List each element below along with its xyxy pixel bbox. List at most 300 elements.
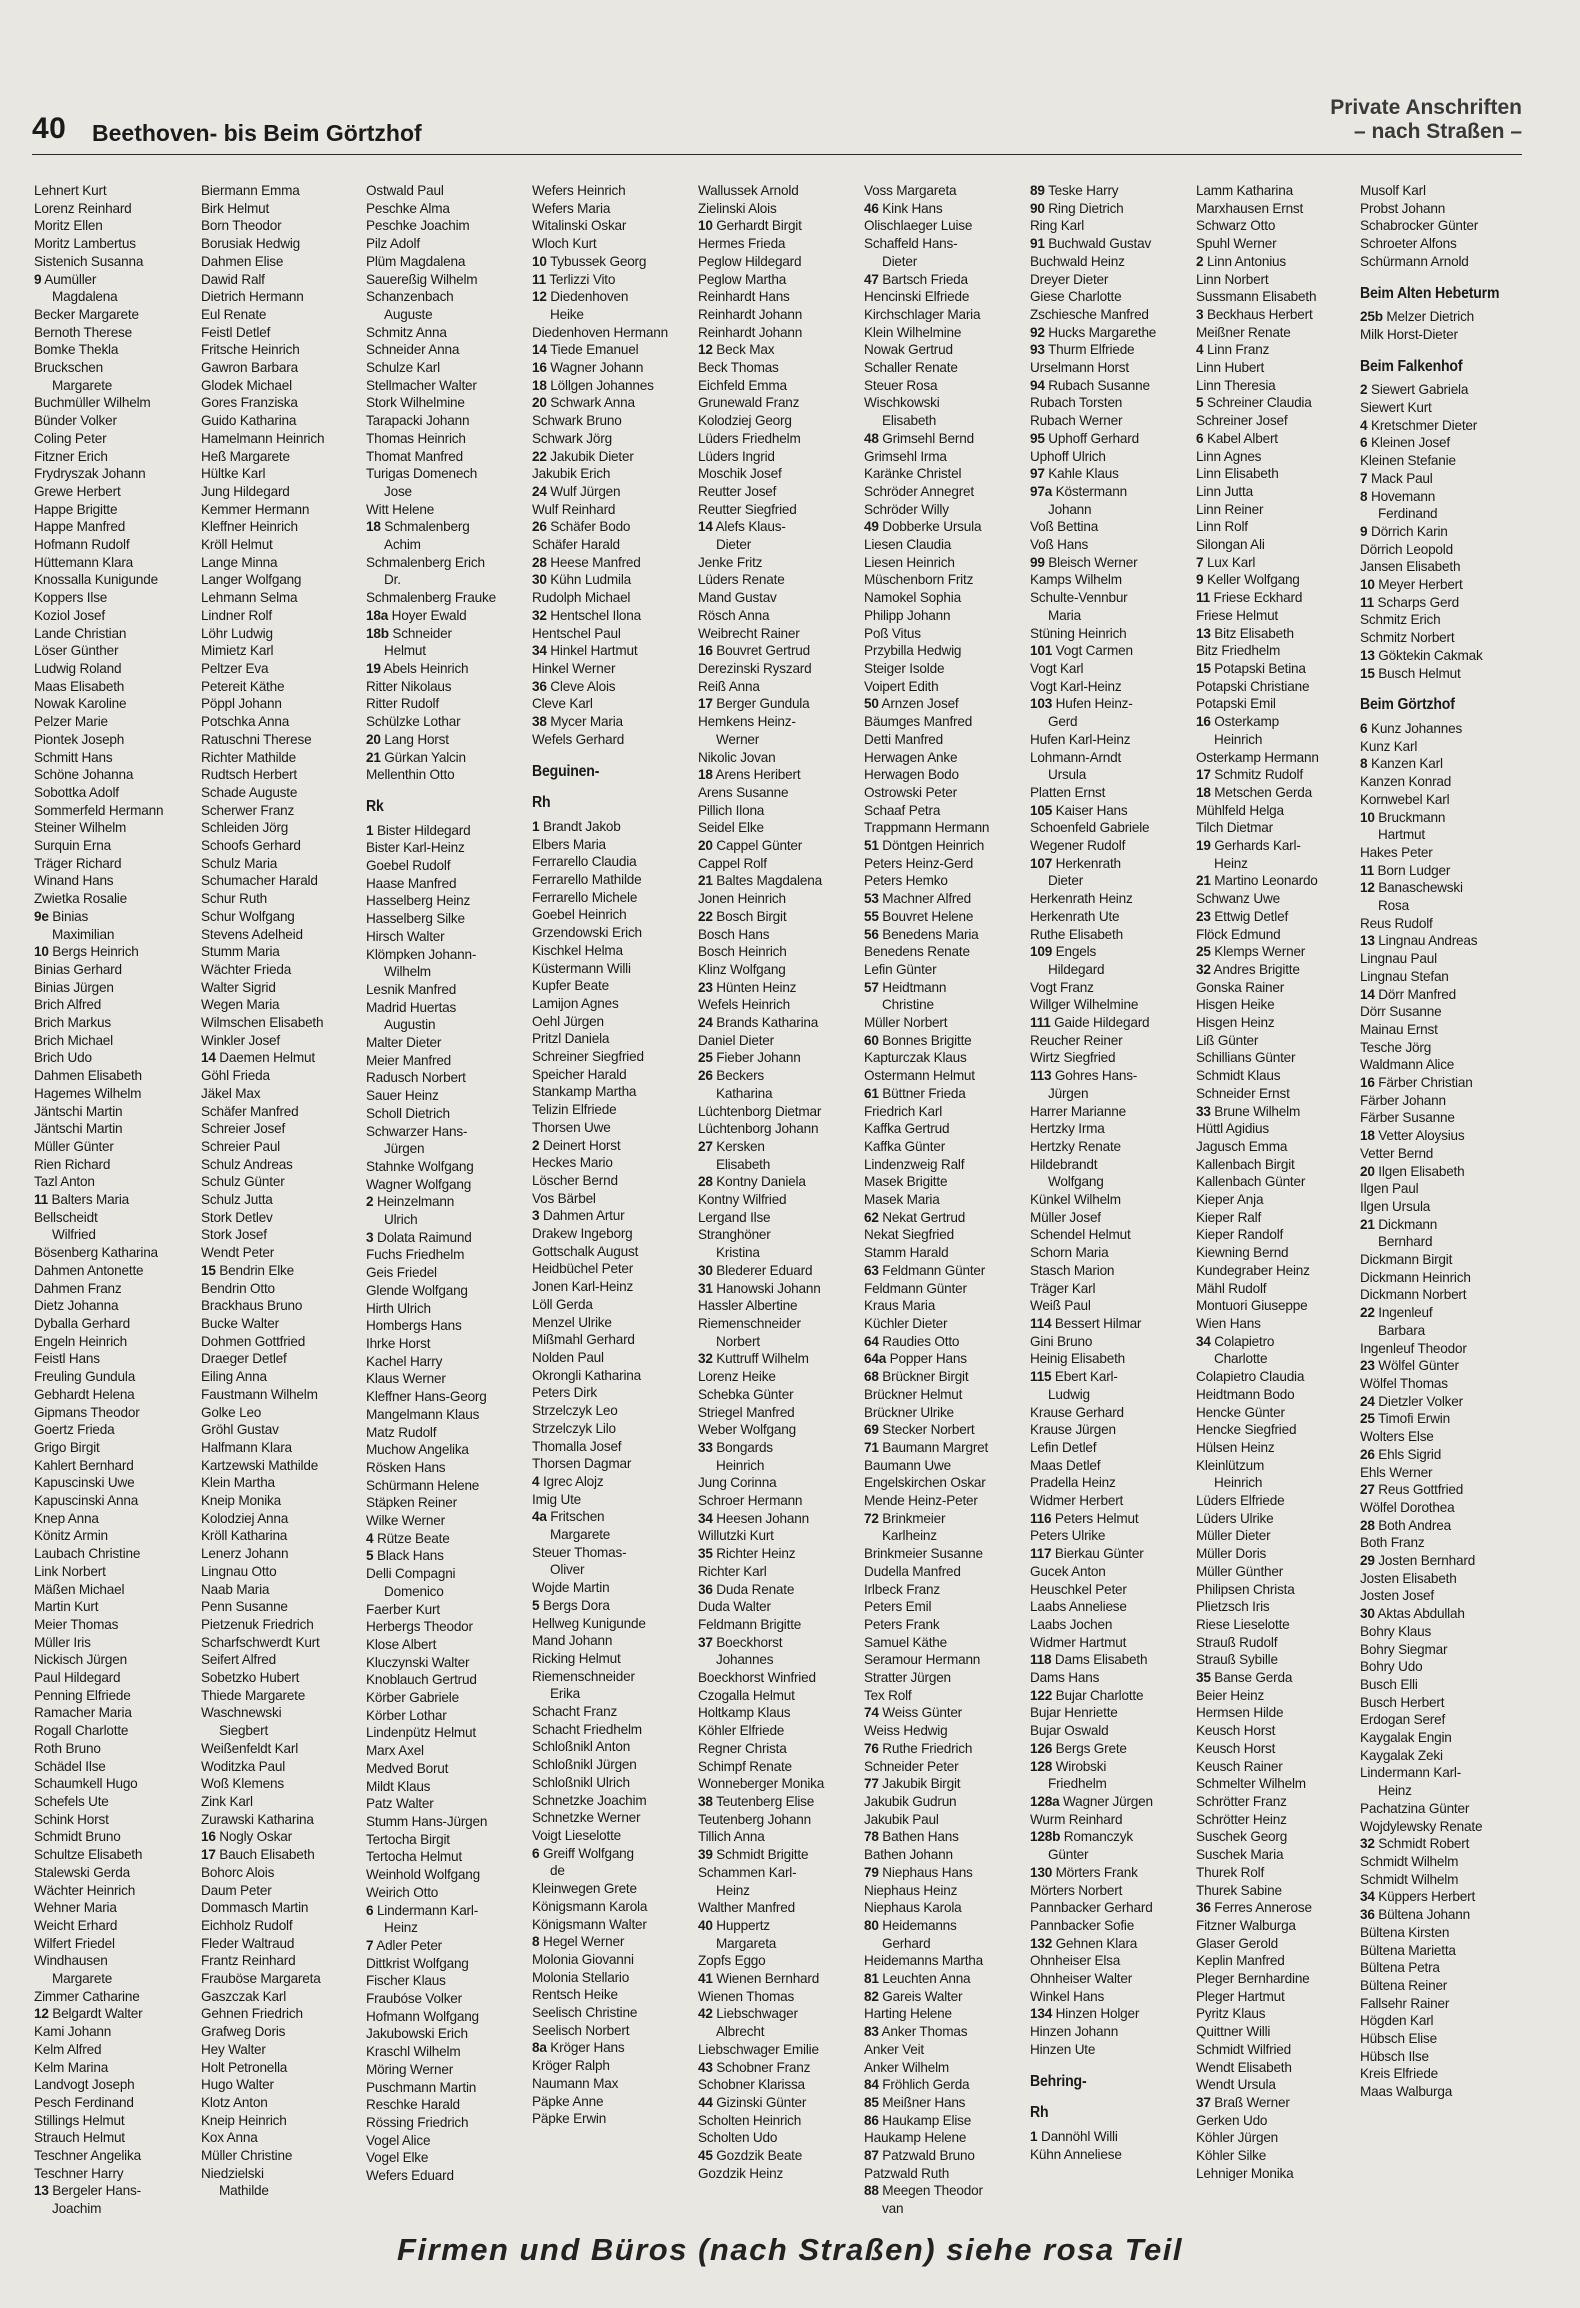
directory-entry: Nowak Karoline (34, 696, 127, 712)
house-number: 130 (1030, 1864, 1053, 1880)
directory-entry: Schwarzer Hans- (366, 1123, 468, 1139)
directory-entry: 87 Patzwald Bruno (864, 2148, 975, 2164)
directory-entry: Walther Manfred (698, 1900, 795, 1916)
house-number: 4a (532, 1509, 547, 1525)
directory-entry: Tertocha Helmut (366, 1849, 462, 1865)
directory-entry: 8 Hegel Werner (532, 1934, 625, 1950)
directory-entry: Busch Elli (1360, 1676, 1418, 1692)
directory-entry: Pillich Ilona (698, 802, 765, 818)
directory-entry: Naab Maria (201, 1581, 270, 1597)
directory-entry: Gaszczak Karl (201, 1988, 287, 2004)
directory-entry: Dietz Johanna (34, 1298, 119, 1314)
house-number: 87 (864, 2148, 879, 2164)
directory-entry: Schade Auguste (201, 784, 298, 800)
directory-entry: 9e Binias (34, 908, 89, 924)
directory-entry: Buchwald Heinz (1030, 253, 1125, 269)
directory-entry: 34 Colapietro (1196, 1333, 1275, 1349)
directory-entry: Bosch Heinrich (698, 944, 787, 960)
directory-entry: Schink Horst (34, 1811, 109, 1827)
house-number: 35 (1196, 1670, 1211, 1686)
directory-entry: Wefels Gerhard (532, 731, 625, 747)
directory-entry-continuation: Charlotte (1214, 1351, 1268, 1367)
directory-entry: 26 Beckers (698, 1068, 765, 1084)
directory-entry: Fritsche Heinrich (201, 342, 300, 358)
directory-entry: Köhler Silke (1196, 2148, 1267, 2164)
directory-entry: 5 Schreiner Claudia (1196, 395, 1312, 411)
page-number: 40 (32, 112, 67, 145)
directory-entry: 113 Gohres Hans- (1030, 1068, 1138, 1084)
house-number: 81 (864, 1971, 879, 1987)
directory-entry: Moritz Ellen (34, 218, 103, 234)
directory-entry: Dörr Susanne (1360, 1004, 1442, 1020)
directory-entry: Ruthe Elisabeth (1030, 926, 1123, 942)
directory-entry: 35 Richter Heinz (698, 1546, 796, 1562)
directory-entry: Dudella Manfred (864, 1563, 961, 1579)
directory-entry: Meier Thomas (34, 1616, 119, 1632)
house-number: 49 (864, 519, 879, 535)
directory-entry: Niedzielski (201, 2165, 264, 2181)
directory-entry: Kamps Wilhelm (1030, 572, 1122, 588)
directory-entry: Gores Franziska (201, 395, 298, 411)
house-number: 11 (1360, 862, 1374, 878)
directory-entry: Schroer Hermann (698, 1493, 803, 1509)
directory-entry: Thomalla Josef (532, 1438, 622, 1454)
house-number: 4 (532, 1473, 540, 1489)
directory-entry: Schobner Klarissa (698, 2077, 805, 2093)
directory-entry: Träger Richard (34, 855, 122, 871)
house-number: 34 (698, 1510, 713, 1526)
directory-entry: Wendt Peter (201, 1245, 275, 1261)
directory-entry: Peters Hemko (864, 873, 948, 889)
directory-entry: Roth Bruno (34, 1740, 101, 1756)
directory-entry: Heß Margarete (201, 448, 290, 464)
house-number: 12 (532, 289, 547, 305)
directory-entry: Ring Karl (1030, 218, 1085, 234)
directory-entry: Frantz Reinhard (201, 1953, 296, 1969)
directory-entry: Marx Axel (366, 1743, 424, 1759)
directory-entry: Wendt Elisabeth (1196, 2059, 1292, 2075)
directory-entry: Waldmann Alice (1360, 1057, 1455, 1073)
directory-entry: Peters Dirk (532, 1385, 598, 1401)
directory-entry: Lingnau Paul (1360, 951, 1437, 967)
directory-entry: 16 Nogly Oskar (201, 1829, 292, 1845)
directory-entry: Hakes Peter (1360, 844, 1433, 860)
directory-entry: Jakubik Gudrun (864, 1793, 957, 1809)
directory-entry: Patz Walter (366, 1796, 434, 1812)
directory-entry: Stankamp Martha (532, 1084, 637, 1100)
directory-entry: Wächter Heinrich (34, 1882, 136, 1898)
directory-entry: Linn Hubert (1196, 360, 1265, 376)
directory-entry: Potapski Christiane (1196, 678, 1310, 694)
house-number: 47 (864, 271, 879, 287)
directory-entry: Laubach Christine (34, 1546, 141, 1562)
directory-entry: Hencke Günter (1196, 1404, 1285, 1420)
house-number: 18 (1360, 1128, 1375, 1144)
directory-entry: 4a Fritschen (532, 1509, 605, 1525)
house-number: 32 (1360, 1836, 1375, 1852)
directory-entry-continuation: Bernhard (1378, 1234, 1433, 1250)
directory-entry: 37 Braß Werner (1196, 2094, 1290, 2110)
directory-entry: Wilmschen Elisabeth (201, 1015, 324, 1031)
directory-entry-continuation: Achim (384, 537, 421, 553)
directory-entry: Fleder Waltraud (201, 1935, 295, 1951)
directory-entry: Goertz Frieda (34, 1422, 115, 1438)
directory-entry: Kleinwegen Grete (532, 1881, 637, 1897)
section-label-line1: Private Anschriften (1330, 96, 1522, 119)
directory-entry: Thiede Margarete (201, 1687, 306, 1703)
directory-entry: Schaaf Petra (864, 802, 941, 818)
directory-entry: Jäkel Max (201, 1085, 261, 1101)
directory-entry: 79 Niephaus Hans (864, 1864, 973, 1880)
directory-entry: Rien Richard (34, 1156, 111, 1172)
house-number: 6 (532, 1845, 540, 1861)
directory-entry: Teschner Angelika (34, 2148, 141, 2164)
directory-entry: Eichfeld Emma (698, 377, 787, 393)
directory-entry: Hülsen Heinz (1196, 1439, 1275, 1455)
house-number: 89 (1030, 183, 1045, 198)
house-number: 1 (366, 822, 374, 838)
directory-entry: Sussmann Elisabeth (1196, 289, 1317, 305)
directory-entry: Windhausen (34, 1953, 108, 1969)
directory-entry: Päpke Anne (532, 2093, 604, 2109)
directory-entry: Mildt Klaus (366, 1778, 431, 1794)
directory-entry: Hencke Siegfried (1196, 1422, 1297, 1438)
directory-entry: 51 Döntgen Heinrich (864, 838, 985, 854)
house-number: 19 (366, 660, 381, 676)
house-number: 18 (1196, 784, 1211, 800)
directory-entry: Philipsen Christa (1196, 1581, 1295, 1597)
directory-entry: Ohnheiser Elsa (1030, 1953, 1121, 1969)
directory-entry: Herwagen Bodo (864, 767, 959, 783)
directory-entry: Vogt Karl (1030, 660, 1084, 676)
house-number: 10 (1360, 577, 1375, 593)
directory-entry: Könitz Armin (34, 1528, 108, 1544)
directory-entry: Kühn Anneliese (1030, 2146, 1122, 2162)
directory-entry: Lüders Elfriede (1196, 1493, 1285, 1509)
directory-entry: 90 Ring Dietrich (1030, 200, 1124, 216)
directory-entry: Herkenrath Heinz (1030, 891, 1133, 907)
directory-entry: Radusch Norbert (366, 1070, 466, 1086)
directory-entry: Bünder Volker (34, 413, 117, 429)
directory-entry: Friese Helmut (1196, 607, 1279, 623)
directory-entry: 3 Dahmen Artur (532, 1208, 625, 1224)
directory-entry: Madrid Huertas (366, 999, 457, 1015)
directory-entry: 26 Ehls Sigrid (1360, 1446, 1442, 1462)
directory-entry: Schoofs Gerhard (201, 838, 301, 854)
directory-entry: Glaser Gerold (1196, 1935, 1279, 1951)
directory-entry: 28 Heese Manfred (532, 554, 641, 570)
house-number: 3 (532, 1208, 540, 1224)
directory-entry: Bültena Marietta (1360, 1942, 1456, 1958)
directory-entry: Gerken Udo (1196, 2112, 1268, 2128)
directory-entry-continuation: Maria (1048, 607, 1081, 623)
directory-entry: Schimpf Renate (698, 1758, 792, 1774)
directory-entry: 14 Daemen Helmut (201, 1050, 315, 1066)
house-number: 27 (698, 1138, 713, 1154)
directory-entry: Fischer Klaus (366, 1973, 446, 1989)
house-number: 12 (698, 342, 713, 358)
house-number: 57 (864, 979, 879, 995)
directory-entry: Müller Josef (1030, 1209, 1101, 1225)
directory-entry-continuation: Domenico (384, 1583, 444, 1599)
directory-entry: Schröder Annegret (864, 483, 974, 499)
house-number: 9 (34, 271, 42, 287)
directory-entry: Voß Bettina (1030, 519, 1099, 535)
house-number: 8a (532, 2040, 547, 2056)
house-number: 132 (1030, 1935, 1053, 1951)
house-number: 76 (864, 1740, 879, 1756)
directory-entry: Wolters Else (1360, 1429, 1434, 1445)
directory-entry: Milk Horst-Dieter (1360, 326, 1458, 342)
directory-entry: Stahnke Wolfgang (366, 1158, 474, 1174)
directory-entry: 88 Meegen Theodor (864, 2183, 983, 2199)
house-number: 97 (1030, 466, 1045, 482)
directory-entry: 6 Lindermann Karl- (366, 1902, 479, 1918)
directory-entry: 25b Melzer Dietrich (1360, 309, 1475, 325)
directory-entry: Lefin Detlef (1030, 1439, 1097, 1455)
directory-entry: Puschmann Martin (366, 2079, 477, 2095)
directory-entry: Schmidt Bruno (34, 1829, 121, 1845)
directory-entry: Witalinski Oskar (532, 218, 627, 234)
directory-entry: Frydryszak Johann (34, 466, 146, 482)
directory-entry: Hültke Karl (201, 466, 266, 482)
directory-entry: Jonen Karl-Heinz (532, 1279, 634, 1295)
directory-entry: Delli Compagni (366, 1566, 456, 1582)
directory-entry-continuation: Albrecht (716, 2024, 765, 2040)
directory-entry: Ratuschni Therese (201, 731, 312, 747)
directory-entry: 128a Wagner Jürgen (1030, 1793, 1153, 1809)
directory-entry: 23 Wölfel Günter (1360, 1358, 1459, 1374)
directory-entry: Mühlfeld Helga (1196, 802, 1284, 818)
house-number: 16 (698, 643, 713, 659)
directory-entry: Surquin Erna (34, 838, 111, 854)
directory-entry: Jäntschi Martin (34, 1121, 123, 1137)
directory-entry: Kartzewski Mathilde (201, 1457, 319, 1473)
directory-entry: Zschiesche Manfred (1030, 306, 1149, 322)
house-number: 16 (1196, 714, 1211, 730)
directory-entry: 5 Bergs Dora (532, 1597, 610, 1613)
directory-entry: Heidbüchel Peter (532, 1261, 634, 1277)
house-number: 14 (698, 519, 713, 535)
house-number: 32 (698, 1351, 713, 1367)
directory-entry: 36 Bültena Johann (1360, 1907, 1470, 1923)
directory-entry: Dickmann Heinrich (1360, 1269, 1471, 1285)
directory-entry: Schülzke Lothar (366, 714, 461, 730)
directory-entry: Tex Rolf (864, 1687, 912, 1703)
directory-entry: Josten Elisabeth (1360, 1570, 1457, 1586)
directory-entry: 31 Hanowski Johann (698, 1280, 821, 1296)
directory-entry: 1 Dannöhl Willi (1030, 2128, 1118, 2144)
house-number: 92 (1030, 324, 1045, 340)
directory-entry: Dyballa Gerhard (34, 1316, 130, 1331)
directory-entry: Faustmann Wilhelm (201, 1386, 318, 1402)
directory-entry: Hüttl Agidius (1196, 1121, 1269, 1137)
house-number: 4 (366, 1530, 374, 1546)
directory-entry: Wilke Werner (366, 1513, 445, 1529)
directory-entry-continuation: Dr. (384, 572, 401, 588)
directory-entry: Pelzer Marie (34, 714, 108, 730)
house-number: 3 (1196, 306, 1204, 322)
house-number: 116 (1030, 1510, 1052, 1526)
directory-entry: Weinhold Wolfgang (366, 1867, 480, 1883)
directory-entry: Spuhl Werner (1196, 236, 1277, 252)
directory-entry: 35 Banse Gerda (1196, 1670, 1293, 1686)
directory-entry: Holt Petronella (201, 2059, 288, 2075)
directory-entry: Hugo Walter (201, 2077, 274, 2093)
directory-entry: Friedrich Karl (864, 1103, 943, 1119)
directory-entry: Schürmann Arnold (1360, 253, 1469, 269)
directory-entry: Harting Helene (864, 2006, 952, 2022)
directory-entry: Körber Lothar (366, 1707, 447, 1723)
directory-entry: 28 Kontny Daniela (698, 1174, 806, 1190)
house-number: 24 (1360, 1393, 1375, 1409)
directory-entry: Matz Rudolf (366, 1424, 437, 1440)
house-number: 1 (532, 818, 540, 834)
directory-entry: Vos Bärbel (532, 1190, 596, 1206)
directory-entry: 6 Kunz Johannes (1360, 720, 1463, 736)
directory-entry-continuation: Oliver (550, 1562, 585, 1578)
directory-entry: Hisgen Heinz (1196, 1015, 1275, 1031)
directory-entry: Waschnewski (201, 1705, 282, 1721)
directory-entry: Jenke Fritz (698, 554, 763, 570)
directory-entry: 37 Boeckhorst (698, 1634, 783, 1650)
directory-entry: Gawron Barbara (201, 360, 298, 376)
directory-entry: Walter Sigrid (201, 979, 276, 995)
directory-entry: Reschke Harald (366, 2097, 460, 2113)
directory-entry: Wehner Maria (34, 1900, 117, 1916)
house-number: 36 (698, 1581, 713, 1597)
directory-entry: 84 Fröhlich Gerda (864, 2077, 970, 2093)
directory-entry: 20 Ilgen Elisabeth (1360, 1163, 1465, 1179)
directory-entry: Bültena Kirsten (1360, 1924, 1450, 1940)
directory-entry: Schmitz Norbert (1360, 630, 1455, 646)
directory-entry: Schoenfeld Gabriele (1030, 820, 1150, 836)
directory-entry-continuation: Erika (550, 1686, 580, 1702)
house-number: 15 (1360, 665, 1375, 681)
house-number: 11 (1196, 590, 1210, 606)
directory-entry: Klein Martha (201, 1475, 275, 1491)
directory-entry: 20 Lang Horst (366, 731, 449, 747)
house-number: 64 (864, 1333, 879, 1349)
directory-entry: 32 Hentschel Ilona (532, 607, 642, 623)
directory-entry: Köhler Jürgen (1196, 2130, 1279, 2146)
house-number: 41 (698, 1971, 713, 1987)
directory-entry: Weicht Erhard (34, 1917, 118, 1933)
directory-entry: 23 Ettwig Detlef (1196, 908, 1289, 924)
directory-entry: Vogel Elke (366, 2150, 429, 2166)
directory-entry: Ostwald Paul (366, 183, 444, 198)
directory-entry: Penning Elfriede (34, 1687, 131, 1703)
directory-entry: Linn Rolf (1196, 519, 1248, 535)
directory-entry-continuation: Günter (1048, 1847, 1089, 1863)
directory-entry: 82 Gareis Walter (864, 1988, 963, 2004)
directory-entry: Kröger Ralph (532, 2058, 610, 2074)
directory-entry: 22 Ingenleuf (1360, 1305, 1433, 1321)
directory-entry: Schefels Ute (34, 1793, 109, 1809)
directory-entry: Hirth Ulrich (366, 1300, 431, 1316)
directory-entry: Peglow Martha (698, 271, 787, 287)
directory-entry: 17 Berger Gundula (698, 696, 810, 712)
directory-entry-continuation: Wolfgang (1048, 1174, 1104, 1190)
directory-entry: Feistl Detlef (201, 324, 271, 340)
directory-entry: Beck Thomas (698, 360, 779, 376)
house-number: 7 (1360, 470, 1368, 486)
directory-entry: 16 Färber Christian (1360, 1075, 1473, 1091)
directory-entry: Kaygalak Zeki (1360, 1747, 1443, 1763)
directory-entry: Brich Alfred (34, 997, 102, 1013)
directory-entry: Bomke Thekla (34, 342, 119, 358)
directory-entry: 43 Schobner Franz (698, 2059, 811, 2075)
directory-entry: Jakubik Erich (532, 466, 611, 482)
house-number: 134 (1030, 2006, 1053, 2022)
directory-entry: Colapietro Claudia (1196, 1369, 1305, 1385)
directory-entry: Duda Walter (698, 1599, 771, 1615)
directory-entry: Kraus Maria (864, 1298, 936, 1314)
directory-entry: Kahlert Bernhard (34, 1457, 134, 1473)
directory-entry: Schulz Jutta (201, 1192, 273, 1208)
directory-entry: Weber Wolfgang (698, 1422, 796, 1438)
directory-entry: 8 Kanzen Karl (1360, 756, 1443, 772)
directory-entry-continuation: Siegbert (219, 1723, 269, 1739)
directory-entry: Goebel Rudolf (366, 858, 451, 874)
directory-entry: Pöppl Johann (201, 696, 282, 712)
directory-entry-continuation: Dieter (716, 537, 752, 553)
directory-entry: Schulte-Vennbur (1030, 590, 1128, 606)
directory-entry: 10 Bergs Heinrich (34, 944, 139, 960)
directory-entry: Mende Heinz-Peter (864, 1493, 978, 1509)
directory-entry: Vogel Alice (366, 2132, 431, 2148)
directory-entry: 6 Kabel Albert (1196, 430, 1278, 446)
directory-entry: Jakubowski Erich (366, 2026, 468, 2042)
directory-entry: Binias Gerhard (34, 961, 122, 977)
directory-entry: 19 Gerhards Karl- (1196, 838, 1301, 854)
directory-entry: Suschek Maria (1196, 1847, 1284, 1863)
directory-entry: 24 Brands Katharina (698, 1015, 819, 1031)
directory-entry: Mand Gustav (698, 590, 777, 606)
directory-entry: Kelm Marina (34, 2059, 109, 2075)
directory-entry: Linn Elisabeth (1196, 466, 1279, 482)
house-number: 26 (532, 519, 547, 535)
directory-entry: Bösenberg Katharina (34, 1245, 158, 1261)
directory-entry: Schmalenberg Frauke (366, 590, 496, 606)
directory-entry: Schneider Anna (366, 342, 460, 358)
directory-entry: Molonia Stellario (532, 1969, 630, 1985)
directory-entry: Eichholz Rudolf (201, 1917, 293, 1933)
directory-entry: Schäfer Harald (532, 537, 620, 553)
directory-entry: Mäßen Michael (34, 1581, 125, 1597)
street-heading: Rh (1030, 2104, 1049, 2122)
directory-entry: 36 Cleve Alois (532, 678, 616, 694)
directory-entry: 6 Greiff Wolfgang (532, 1845, 634, 1861)
directory-entry: 30 Kühn Ludmila (532, 572, 632, 588)
house-number: 25 (1196, 944, 1211, 960)
directory-entry: Trappmann Hermann (864, 820, 990, 836)
directory-entry: 2 Deinert Horst (532, 1137, 621, 1153)
directory-entry: Kupfer Beate (532, 978, 609, 994)
directory-entry: Schammen Karl- (698, 1864, 797, 1880)
directory-entry: Kolodziej Georg (698, 413, 792, 429)
house-number: 69 (864, 1422, 879, 1438)
directory-column (698, 182, 860, 2192)
directory-entry: Richter Mathilde (201, 749, 297, 765)
directory-entry: Marxhausen Ernst (1196, 200, 1304, 216)
directory-entry-continuation: Heinz (1214, 855, 1248, 871)
house-number: 17 (1196, 767, 1211, 783)
directory-entry: 21 Baltes Magdalena (698, 873, 822, 889)
directory-entry: Reucher Reiner (1030, 1032, 1123, 1048)
directory-entry: 101 Vogt Carmen (1030, 643, 1133, 659)
directory-entry: Wefels Heinrich (698, 997, 790, 1013)
